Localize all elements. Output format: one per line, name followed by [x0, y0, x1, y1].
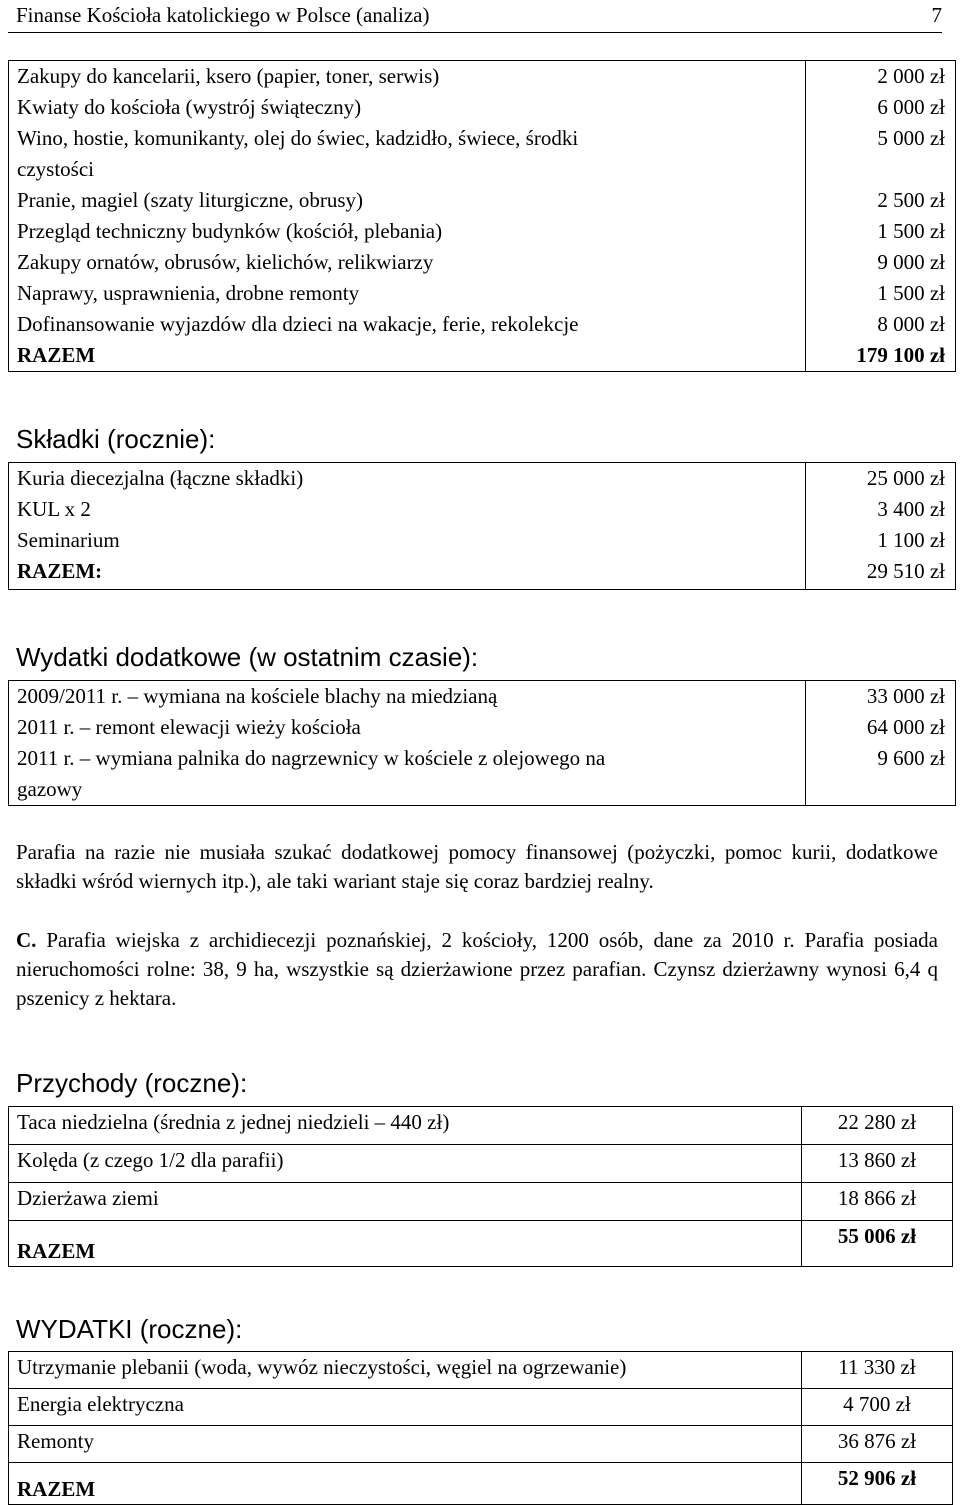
expense-value: 2 500 zł	[877, 188, 945, 212]
expense-label: Wino, hostie, komunikanty, olej do świec, kadzidło, świece, środki	[17, 126, 579, 150]
skladki-total-label: RAZEM:	[17, 559, 103, 583]
expense-value: 8 000 zł	[877, 312, 945, 336]
expense-label: Przegląd techniczny budynków (kościół, plebania)	[17, 219, 443, 243]
paragraph-pomoc: Parafia na razie nie musiała szukać dodatkowej pomocy finansowej (pożyczki, pomoc kurii, dodatkowe składki wśród wiernych itp.), ale taki wariant staje się coraz bardziej realny.	[16, 840, 938, 893]
skladki-labels-cell	[9, 463, 806, 590]
przychod-label: Taca niedzielna (średnia z jednej niedzieli – 440 zł)	[9, 1107, 802, 1145]
expense-label: Zakupy do kancelarii, ksero (papier, toner, serwis)	[17, 64, 440, 88]
przychody-total-label: RAZEM	[9, 1221, 802, 1267]
skladka-value: 25 000 zł	[866, 466, 945, 490]
przychod-label: Dzierżawa ziemi	[9, 1183, 802, 1221]
wydatek-dodatkowy-value: 9 600 zł	[877, 746, 945, 770]
wydatki-dodatkowe-heading: Wydatki dodatkowe (w ostatnim czasie):	[16, 642, 479, 672]
wydatki-dodatkowe-labels-cell	[9, 681, 806, 806]
expenses-total-value: 179 100 zł	[856, 343, 945, 367]
wydatek-value: 11 330 zł	[802, 1352, 953, 1389]
expense-label: Pranie, magiel (szaty liturgiczne, obrusy)	[17, 188, 364, 212]
expense-label: czystości	[17, 157, 94, 181]
expense-value: 9 000 zł	[877, 250, 945, 274]
expense-label: Kwiaty do kościoła (wystrój świąteczny)	[17, 95, 362, 119]
skladka-value: 1 100 zł	[877, 528, 945, 552]
expenses-labels-cell	[9, 61, 806, 372]
skladka-label: KUL x 2	[17, 497, 91, 521]
wydatek-dodatkowy-label: gazowy	[17, 777, 83, 801]
wydatek-dodatkowy-label: 2009/2011 r. – wymiana na kościele blachy na miedzianą	[17, 684, 498, 708]
wydatek-dodatkowy-label: 2011 r. – remont elewacji wieży kościoła	[17, 715, 361, 739]
wydatek-label: Remonty	[9, 1426, 802, 1463]
paragraph-lead: C.	[16, 928, 37, 952]
skladki-total-value: 29 510 zł	[866, 559, 945, 583]
skladki-table	[8, 462, 956, 590]
header-title: Finanse Kościoła katolickiego w Polsce (analiza)	[16, 3, 430, 27]
expense-value: 1 500 zł	[877, 281, 945, 305]
expense-value: 2 000 zł	[877, 64, 945, 88]
expense-label: Dofinansowanie wyjazdów dla dzieci na wakacje, ferie, rekolekcje	[17, 312, 579, 336]
przychody-heading: Przychody (roczne):	[16, 1068, 248, 1098]
wydatek-dodatkowy-value: 64 000 zł	[866, 715, 945, 739]
paragraph-parafia-c	[16, 926, 938, 1013]
expenses-continued-table	[8, 60, 956, 372]
przychody-total-value: 55 006 zł	[802, 1221, 953, 1267]
przychody-table	[8, 1106, 953, 1267]
wydatki-dodatkowe-table	[8, 680, 956, 806]
przychod-value: 18 866 zł	[802, 1183, 953, 1221]
expense-label: Zakupy ornatów, obrusów, kielichów, relikwiarzy	[17, 250, 434, 274]
wydatki-total-label: RAZEM	[9, 1463, 802, 1505]
wydatek-dodatkowy-label: 2011 r. – wymiana palnika do nagrzewnicy w kościele z olejowego na	[17, 746, 606, 770]
expense-value: 5 000 zł	[877, 126, 945, 150]
wydatek-dodatkowy-value: 33 000 zł	[866, 684, 945, 708]
expense-label: Naprawy, usprawnienia, drobne remonty	[17, 281, 360, 305]
wydatek-value: 36 876 zł	[802, 1426, 953, 1463]
expenses-total-label: RAZEM	[17, 343, 96, 367]
expenses-values-cell	[806, 61, 956, 372]
wydatki-dodatkowe-values-cell	[806, 681, 956, 806]
wydatek-label: Utrzymanie plebanii (woda, wywóz nieczystości, węgiel na ogrzewanie)	[9, 1352, 802, 1389]
wydatek-label: Energia elektryczna	[9, 1389, 802, 1426]
paragraph-text: Parafia wiejska z archidiecezji poznańskiej, 2 kościoły, 1200 osób, dane za 2010 r. Parafia posiada nieruchomości rolne: 38, 9 ha, wszystkie są dzierżawione przez parafian. Czynsz dzierżawny wynosi 6,4 q pszenicy z hektara.	[16, 928, 938, 1010]
skladki-values-cell	[806, 463, 956, 590]
wydatki-heading: WYDATKI (roczne):	[16, 1314, 243, 1344]
wydatki-total-value: 52 906 zł	[802, 1463, 953, 1505]
przychod-value: 13 860 zł	[802, 1145, 953, 1183]
expense-value: 6 000 zł	[877, 95, 945, 119]
przychod-label: Kolęda (z czego 1/2 dla parafii)	[9, 1145, 802, 1183]
skladka-label: Kuria diecezjalna (łączne składki)	[17, 466, 304, 490]
page-number: 7	[931, 3, 942, 27]
skladka-label: Seminarium	[17, 528, 120, 552]
wydatki-table	[8, 1351, 953, 1505]
przychod-value: 22 280 zł	[802, 1107, 953, 1145]
wydatek-value: 4 700 zł	[802, 1389, 953, 1426]
expense-value: 1 500 zł	[877, 219, 945, 243]
skladka-value: 3 400 zł	[877, 497, 945, 521]
running-header	[8, 0, 942, 33]
skladki-heading: Składki (rocznie):	[16, 424, 216, 454]
